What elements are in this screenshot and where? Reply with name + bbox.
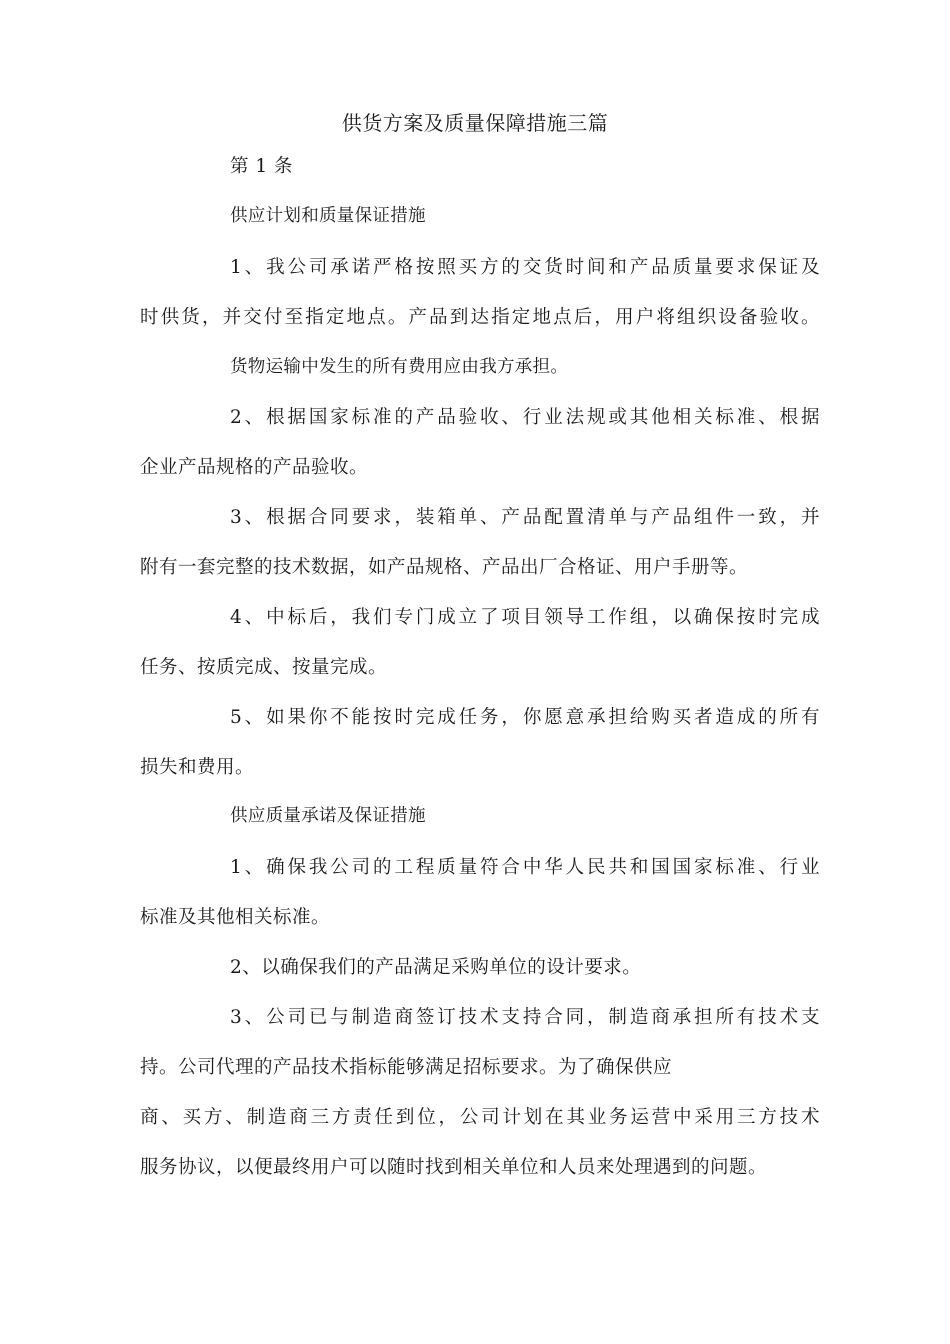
- paragraph-line: 4、中标后，我们专门成立了项目领导工作组，以确保按时完成: [230, 607, 820, 628]
- paragraph-line: 附有一套完整的技术数据，如产品规格、产品出厂合格证、用户手册等。: [140, 557, 749, 578]
- paragraph-line: 5、如果你不能按时完成任务，你愿意承担给购买者造成的所有: [230, 707, 820, 728]
- paragraph-line: 服务协议，以便最终用户可以随时找到相关单位和人员来处理遇到的问题。: [140, 1157, 768, 1178]
- paragraph-line: 任务、按质完成、按量完成。: [140, 657, 388, 678]
- paragraph-line: 标准及其他相关标准。: [140, 907, 331, 928]
- paragraph-line: 3、公司已与制造商签订技术支持合同，制造商承担所有技术支: [230, 1007, 820, 1028]
- paragraph-line: 2、根据国家标准的产品验收、行业法规或其他相关标准、根据: [230, 407, 820, 428]
- section-heading: 供应计划和质量保证措施: [230, 206, 426, 226]
- paragraph-line: 持。公司代理的产品技术指标能够满足招标要求。为了确保供应: [140, 1057, 673, 1078]
- paragraph-line: 货物运输中发生的所有费用应由我方承担。: [230, 357, 569, 377]
- section-heading: 供应质量承诺及保证措施: [230, 806, 426, 826]
- document-title: 供货方案及质量保障措施三篇: [341, 111, 609, 135]
- paragraph-line: 商、买方、制造商三方责任到位，公司计划在其业务运营中采用三方技术: [140, 1107, 820, 1128]
- article-heading: 第 1 条: [230, 156, 294, 177]
- paragraph-line: 时供货，并交付至指定地点。产品到达指定地点后，用户将组织设备验收。: [140, 307, 820, 328]
- paragraph-line: 3、根据合同要求，装箱单、产品配置清单与产品组件一致，并: [230, 507, 820, 528]
- paragraph-line: 1、确保我公司的工程质量符合中华人民共和国国家标准、行业: [230, 857, 820, 878]
- paragraph-line: 企业产品规格的产品验收。: [140, 457, 369, 478]
- paragraph-line: 1、我公司承诺严格按照买方的交货时间和产品质量要求保证及: [230, 257, 820, 278]
- paragraph-line: 2、以确保我们的产品满足采购单位的设计要求。: [230, 957, 642, 978]
- paragraph-line: 损失和费用。: [140, 757, 255, 778]
